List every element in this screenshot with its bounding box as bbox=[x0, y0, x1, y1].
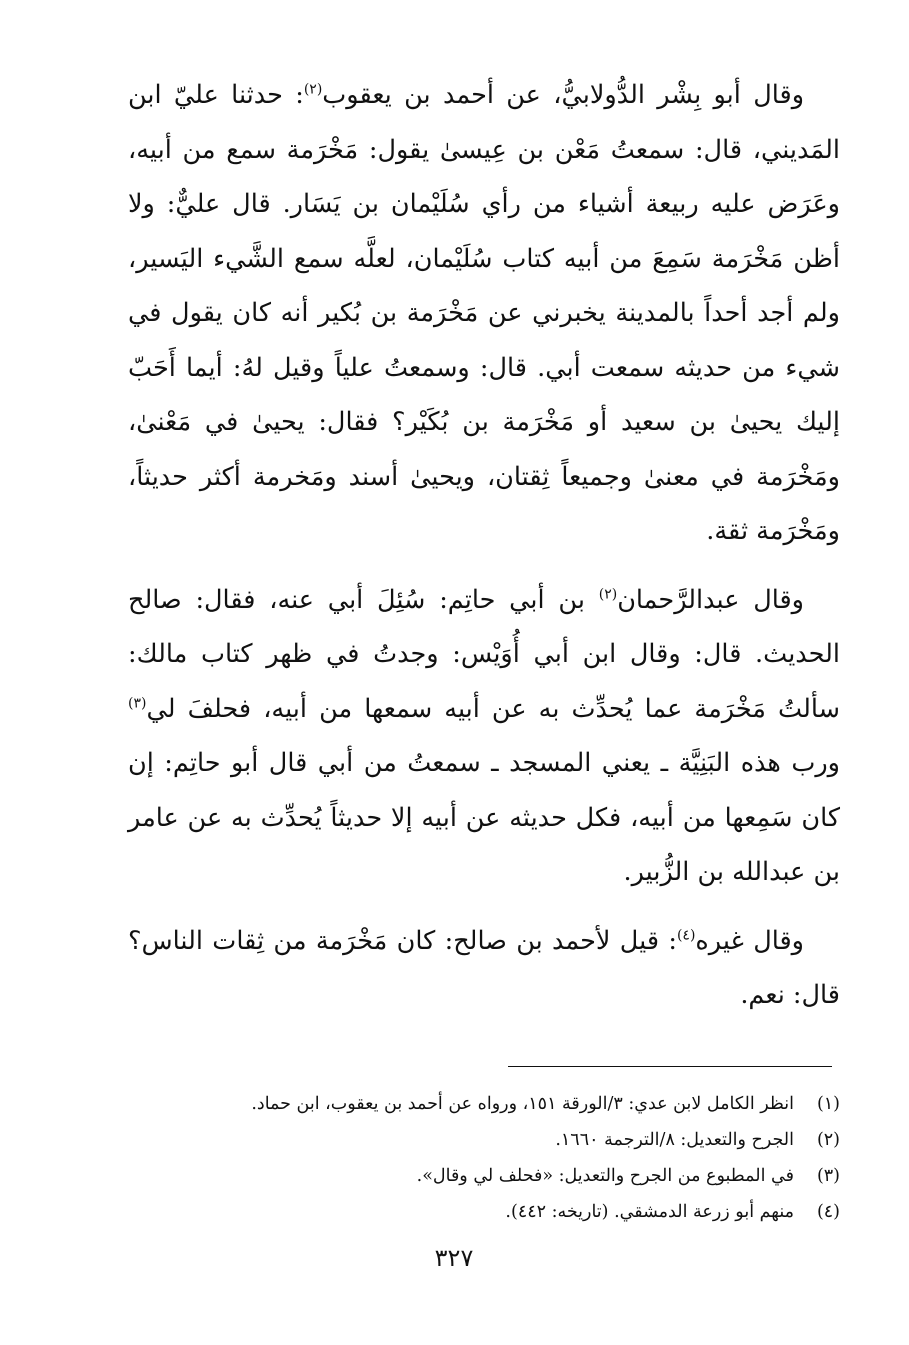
paragraph-2-text-after: بن أبي حاتِم: سُئِلَ أبي عنه، فقال: صالح الحديث. قال: وقال ابن أبي أُوَيْس: وجدتُ في ظهر كتاب مالك: سألتُ مَخْرَمة عما يُحدِّث به عن أبيه سمعها من أبيه، فحلفَ لي bbox=[128, 584, 840, 724]
footnote-marker: (٣) bbox=[128, 695, 147, 711]
footnote-divider bbox=[508, 1066, 832, 1067]
paragraph-1-text-after: : حدثنا عليّ ابن المَديني، قال: سمعتُ مَعْن بن عِيسىٰ يقول: مَخْرَمة سمع من أبيه، وعَرَض عليه ربيعة أشياء من رأي سُلَيْمان بن يَسَار. قال عليٌّ: ولا أظن مَخْرَمة سَمِعَ من أبيه كتاب سُلَيْمان، لعلَّه سمع الشَّيء اليَسير، ولم أجد أحداً بالمدينة يخبرني عن مَخْرَمة بن بُكير أنه كان يقول في شيء من حديثه سمعت أبي. قال: وسمعتُ علياً وقيل لهُ: أيما أَحَبّ إليك يحيىٰ بن سعيد أو مَخْرَمة بن بُكَيْر؟ فقال: يحيىٰ في مَعْنىٰ، ومَخْرَمة في معنىٰ وجميعاً ثِقتان، ويحيىٰ أسند ومَخرمة أكثر حديثاً، ومَخْرَمة ثقة. bbox=[128, 80, 840, 546]
footnote-number: (١) bbox=[816, 1094, 840, 1114]
footnote-text: الجرح والتعديل: ٨/الترجمة ١٦٦٠. bbox=[555, 1130, 794, 1150]
main-text bbox=[128, 68, 840, 1023]
footnote-text: منهم أبو زرعة الدمشقي. (تاريخه: ٤٤٢). bbox=[505, 1202, 794, 1222]
page-number: ٣٢٧ bbox=[434, 1244, 474, 1272]
paragraph-3 bbox=[128, 914, 840, 1023]
paragraph-1-text-before: وقال أبو بِشْر الدُّولابيُّ، عن أحمد بن يعقوب bbox=[322, 80, 805, 110]
footnote-text: في المطبوع من الجرح والتعديل: «فحلف لي وقال». bbox=[416, 1166, 794, 1186]
footnote-marker: (٢) bbox=[598, 586, 618, 602]
paragraph-2-text-continued: ورب هذه البَنِيَّة ـ يعني المسجد ـ سمعتُ من أبي قال أبو حاتِم: إن كان سَمِعها من أبيه، فكل حديثه عن أبيه إلا حديثاً يُحدِّث به عن عامر بن عبدالله بن الزُّبير. bbox=[128, 748, 840, 887]
paragraph-1 bbox=[128, 68, 840, 559]
paragraph-3-text-before: وقال غيره bbox=[695, 925, 804, 956]
footnote-marker: (٤) bbox=[676, 927, 696, 943]
footnote-number: (٢) bbox=[816, 1130, 840, 1150]
footnote-4 bbox=[148, 1194, 840, 1230]
footnote-number: (٣) bbox=[816, 1166, 840, 1186]
paragraph-2-text-before: وقال عبدالرَّحمان bbox=[617, 584, 804, 615]
footnote-text: انظر الكامل لابن عدي: ٣/الورقة ١٥١، ورواه عن أحمد بن يعقوب، ابن حماد. bbox=[251, 1094, 794, 1114]
footnote-3 bbox=[148, 1158, 840, 1194]
footnote-2 bbox=[148, 1122, 840, 1158]
footnote-1 bbox=[148, 1086, 840, 1122]
paragraph-3-text-after: : قيل لأحمد بن صالح: كان مَخْرَمة من ثِقات الناس؟ قال: نعم. bbox=[128, 925, 840, 1010]
paragraph-2 bbox=[128, 573, 840, 900]
footnotes bbox=[148, 1086, 840, 1230]
footnote-marker: (٢) bbox=[303, 81, 323, 98]
footnote-number: (٤) bbox=[816, 1202, 840, 1222]
